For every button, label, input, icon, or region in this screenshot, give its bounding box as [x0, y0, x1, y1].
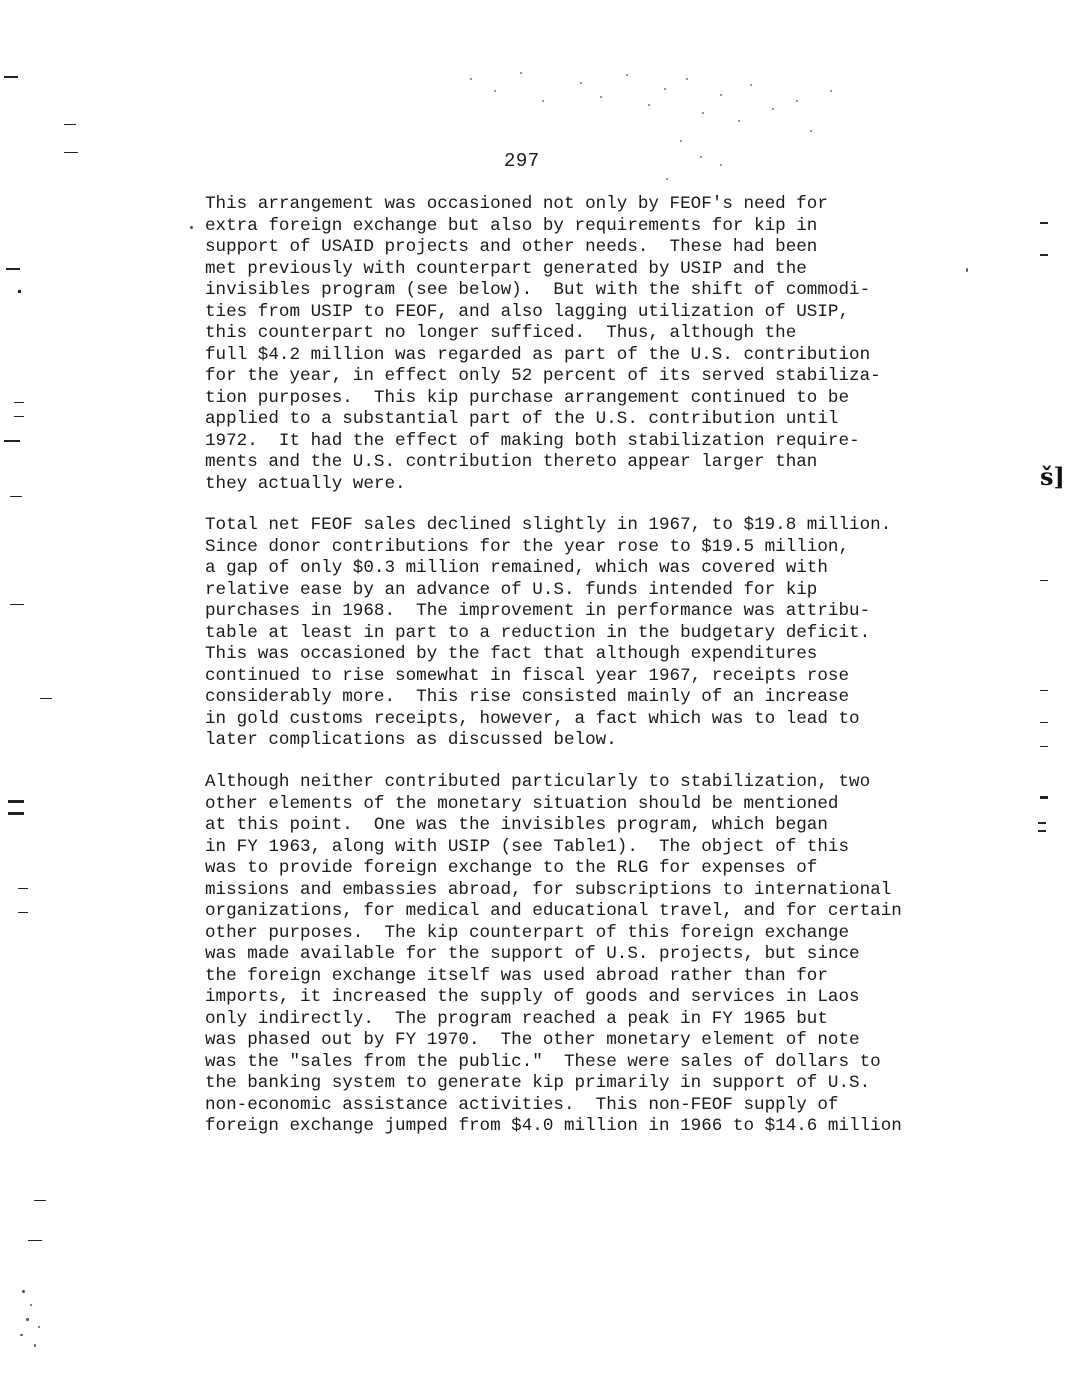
- text-line: applied to a substantial part of the U.S. contribution until: [205, 409, 839, 429]
- text-line: other purposes. The kip counterpart of this foreign exchange: [205, 922, 850, 943]
- scan-speck: [966, 268, 968, 272]
- page-number: 297: [504, 150, 540, 172]
- scan-mark: [8, 800, 24, 803]
- text-line: they actually were.: [205, 473, 406, 494]
- text-line: invisibles program (see below). But with the shift of commodi-: [205, 280, 871, 300]
- text-line: was made available for the support of U.S. projects, but since: [205, 944, 860, 964]
- text-line: continued to rise somewhat in fiscal year 1967, receipts rose: [205, 665, 850, 686]
- scan-mark: [64, 152, 78, 153]
- scan-mark: [1038, 822, 1046, 824]
- text-line: non-economic assistance activities. This non-FEOF supply of: [205, 1094, 839, 1115]
- text-line: table at least in part to a reduction in the budgetary deficit.: [205, 622, 871, 643]
- text-line: foreign exchange jumped from $4.0 million in 1966 to $14.6 million: [205, 1116, 902, 1136]
- scan-mark: [28, 1240, 42, 1241]
- scan-mark: [1040, 254, 1048, 256]
- scan-mark: [8, 812, 24, 815]
- text-line: later complications as discussed below.: [205, 730, 617, 750]
- paragraph-3: [205, 772, 902, 1138]
- scan-mark: [1040, 222, 1048, 224]
- text-line: for the year, in effect only 52 percent of its served stabiliza-: [205, 366, 881, 386]
- scan-speck: [34, 1344, 36, 1347]
- text-line: relative ease by an advance of U.S. funds intended for kip: [205, 579, 818, 600]
- paragraph-2: [205, 515, 891, 752]
- text-line: was the "sales from the public." These were sales of dollars to: [205, 1051, 881, 1072]
- text-line: full $4.2 million was regarded as part of the U.S. contribution: [205, 344, 871, 365]
- scan-mark: [6, 268, 20, 270]
- text-line: other elements of the monetary situation should be mentioned: [205, 793, 839, 814]
- text-line: Total net FEOF sales declined slightly in 1967, to $19.8 million.: [205, 515, 892, 535]
- scan-speck: [20, 1334, 23, 1336]
- text-line: extra foreign exchange but also by requirements for kip in: [205, 215, 818, 236]
- text-line: at this point. One was the invisibles program, which began: [205, 815, 828, 835]
- scan-mark: [1040, 796, 1048, 799]
- text-line: ments and the U.S. contribution thereto appear larger than: [205, 452, 818, 472]
- scan-mark: [18, 912, 28, 913]
- scan-mark: [4, 440, 20, 442]
- text-line: purchases in 1968. The improvement in performance was attribu-: [205, 601, 871, 621]
- scan-mark: [64, 124, 76, 125]
- scan-speck: [22, 1290, 25, 1293]
- text-line: organizations, for medical and educational travel, and for certain: [205, 901, 902, 921]
- text-line: missions and embassies abroad, for subscriptions to international: [205, 879, 892, 900]
- text-line: this counterpart no longer sufficed. Thus, although the: [205, 323, 797, 343]
- scan-mark: [1040, 746, 1048, 747]
- text-line: in gold customs receipts, however, a fact which was to lead to: [205, 708, 860, 729]
- text-line: imports, it increased the supply of goods and services in Laos: [205, 987, 860, 1007]
- scan-mark: [1040, 690, 1048, 691]
- scan-speck: [38, 1326, 40, 1328]
- scan-mark: [14, 402, 24, 403]
- scan-speck: [190, 226, 193, 229]
- text-line: a gap of only $0.3 million remained, which was covered with: [205, 558, 828, 578]
- text-line: tion purposes. This kip purchase arrangement continued to be: [205, 387, 850, 408]
- text-line: met previously with counterpart generated by USIP and the: [205, 258, 807, 279]
- scan-mark: [1040, 580, 1048, 581]
- text-line: ties from USIP to FEOF, and also lagging utilization of USIP,: [205, 301, 850, 322]
- scan-mark: [18, 290, 21, 293]
- text-line: considerably more. This rise consisted mainly of an increase: [205, 687, 850, 707]
- text-line: Since donor contributions for the year rose to $19.5 million,: [205, 536, 850, 557]
- text-line: in FY 1963, along with USIP (see Table1). The object of this: [205, 836, 850, 857]
- text-line: was to provide foreign exchange to the RLG for expenses of: [205, 858, 818, 878]
- scan-mark: [18, 888, 28, 889]
- text-line: Although neither contributed particularly to stabilization, two: [205, 772, 871, 792]
- scan-mark: [40, 698, 52, 699]
- text-line: This arrangement was occasioned not only by FEOF's need for: [205, 194, 828, 214]
- text-line: This was occasioned by the fact that although expenditures: [205, 644, 818, 664]
- scan-speck: [30, 1304, 32, 1306]
- scan-mark: [14, 416, 24, 417]
- text-line: was phased out by FY 1970. The other monetary element of note: [205, 1030, 860, 1050]
- text-line: the banking system to generate kip primarily in support of U.S.: [205, 1073, 871, 1093]
- text-line: 1972. It had the effect of making both stabilization require-: [205, 430, 860, 451]
- scan-mark: [34, 1200, 46, 1201]
- scan-mark: [10, 496, 22, 497]
- scan-noise: [450, 60, 870, 200]
- margin-bracket-glyph: š]: [1040, 462, 1065, 491]
- text-line: the foreign exchange itself was used abroad rather than for: [205, 965, 828, 986]
- scan-mark: [4, 76, 18, 78]
- scan-mark: [10, 604, 24, 605]
- scan-mark: [1038, 830, 1046, 832]
- scan-speck: [26, 1318, 29, 1321]
- scan-mark: [1040, 722, 1048, 723]
- text-line: support of USAID projects and other needs. These had been: [205, 237, 818, 257]
- paragraph-1: [205, 194, 881, 495]
- text-line: only indirectly. The program reached a peak in FY 1965 but: [205, 1008, 828, 1029]
